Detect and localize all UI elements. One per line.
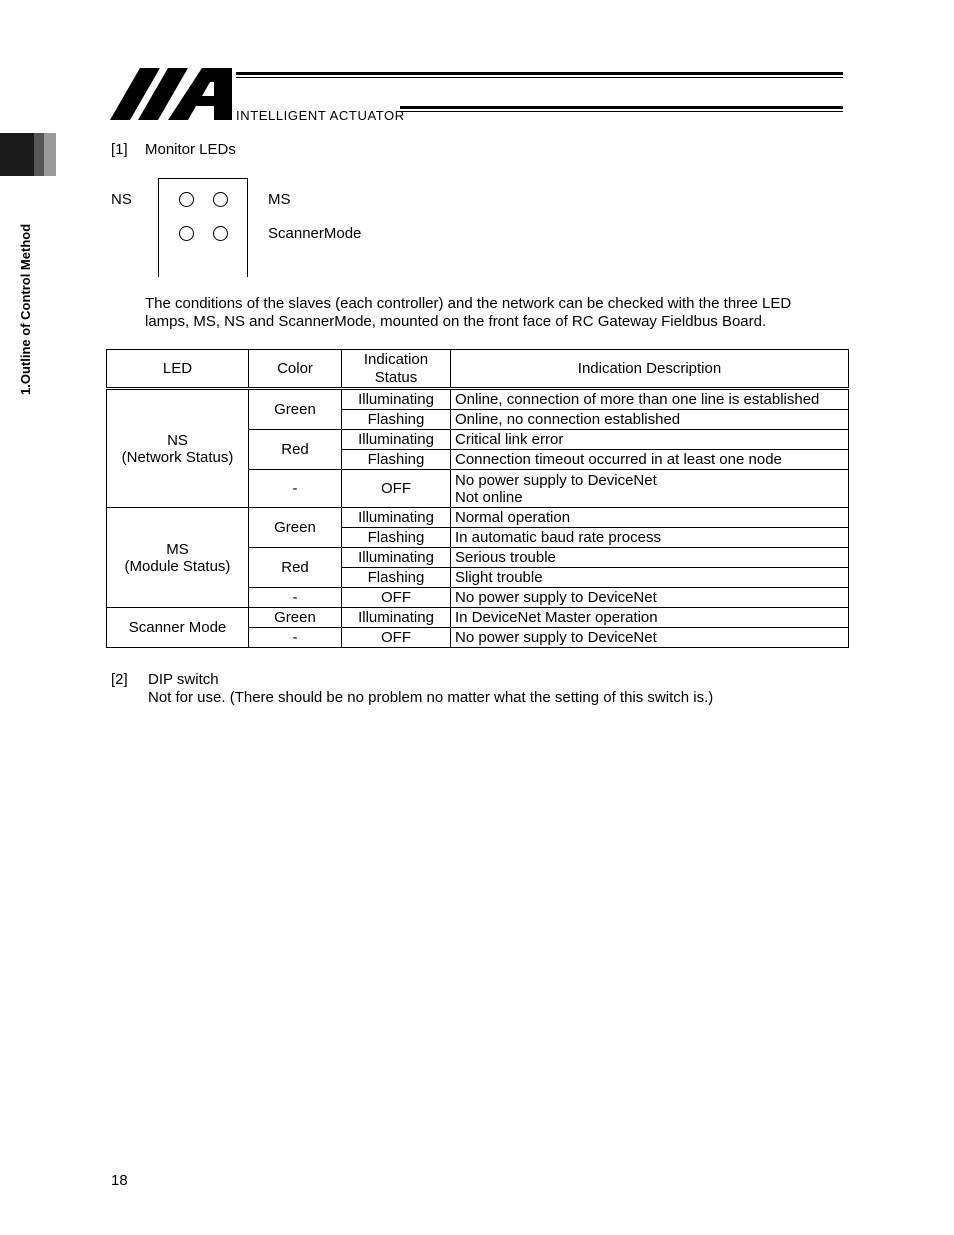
status-cell: Illuminating	[342, 508, 451, 528]
led-label-scanner: ScannerMode	[268, 225, 362, 242]
status-cell: Illuminating	[342, 389, 451, 410]
section1-title: Monitor LEDs	[145, 141, 236, 158]
ms-name: MS	[166, 540, 189, 558]
scanner-led-cell: Scanner Mode	[107, 608, 249, 648]
led-status-table	[106, 349, 849, 648]
ns-sub: (Network Status)	[121, 448, 234, 466]
ms-color-red: Red	[249, 548, 342, 588]
page-number: 18	[111, 1172, 128, 1189]
led-scanner-right	[213, 226, 228, 241]
section2-title: DIP switch	[148, 671, 219, 688]
led-label-ns: NS	[111, 191, 132, 208]
status-cell: Flashing	[342, 568, 451, 588]
scanner-color-green: Green	[249, 608, 342, 628]
status-cell: Flashing	[342, 528, 451, 548]
led-scanner-left	[179, 226, 194, 241]
description-cell: Online, connection of more than one line is established	[451, 389, 849, 410]
header-rule-bottom-thin	[400, 111, 843, 112]
header-led: LED	[107, 350, 249, 389]
header-status	[342, 350, 451, 389]
status-cell: OFF	[342, 628, 451, 648]
description-cell: Online, no connection established	[451, 410, 849, 430]
led-label-ms: MS	[268, 191, 291, 208]
iai-logo	[110, 66, 234, 122]
ns-color-none: -	[249, 470, 342, 508]
ms-sub: (Module Status)	[124, 557, 231, 575]
led-ns	[179, 192, 194, 207]
description-cell: Serious trouble	[451, 548, 849, 568]
brand-name: INTELLIGENT ACTUATOR	[236, 108, 405, 123]
status-cell: OFF	[342, 588, 451, 608]
header-rule-bottom	[400, 106, 843, 109]
ns-color-red: Red	[249, 430, 342, 470]
status-cell: Illuminating	[342, 548, 451, 568]
description-cell: In automatic baud rate process	[451, 528, 849, 548]
section2-number: [2]	[111, 671, 128, 688]
status-cell: Flashing	[342, 410, 451, 430]
ns-name: NS	[167, 431, 188, 449]
led-ms	[213, 192, 228, 207]
section1-number: [1]	[111, 141, 128, 158]
description-cell	[451, 470, 849, 508]
header-status-line2: Status	[374, 368, 418, 386]
description-cell: No power supply to DeviceNet	[451, 588, 849, 608]
header-description: Indication Description	[451, 350, 849, 389]
description-cell: In DeviceNet Master operation	[451, 608, 849, 628]
header-color: Color	[249, 350, 342, 389]
description-line1: The conditions of the slaves (each controller) and the network can be checked with the three LED	[145, 295, 792, 312]
header-rule-top-thin	[236, 77, 843, 78]
ms-color-green: Green	[249, 508, 342, 548]
side-tab-mid	[34, 133, 44, 176]
description-cell: Normal operation	[451, 508, 849, 528]
table-row	[107, 608, 849, 628]
table-header-row	[107, 350, 849, 389]
side-tab-light	[44, 133, 56, 176]
chapter-label: 1.Outline of Control Method	[18, 223, 33, 395]
description-line2: lamps, MS, NS and ScannerMode, mounted on the front face of RC Gateway Fieldbus Board.	[145, 313, 767, 330]
table-row	[107, 508, 849, 528]
status-cell: OFF	[342, 470, 451, 508]
ns-led-cell	[107, 389, 249, 508]
description-line: No power supply to DeviceNet	[455, 471, 657, 489]
status-cell: Illuminating	[342, 430, 451, 450]
description-line: Not online	[455, 488, 523, 506]
description-cell: Slight trouble	[451, 568, 849, 588]
header-status-line1: Indication	[363, 350, 429, 368]
description-cell: Critical link error	[451, 430, 849, 450]
status-cell: Illuminating	[342, 608, 451, 628]
table-row	[107, 389, 849, 410]
description-cell: Connection timeout occurred in at least one node	[451, 450, 849, 470]
status-cell: Flashing	[342, 450, 451, 470]
section2-text: Not for use. (There should be no problem no matter what the setting of this switch is.)	[148, 689, 714, 706]
ms-led-cell	[107, 508, 249, 608]
led-panel	[158, 178, 248, 277]
header-rule-top	[236, 72, 843, 75]
scanner-color-none: -	[249, 628, 342, 648]
ns-color-green: Green	[249, 389, 342, 430]
description-cell: No power supply to DeviceNet	[451, 628, 849, 648]
ms-color-none: -	[249, 588, 342, 608]
